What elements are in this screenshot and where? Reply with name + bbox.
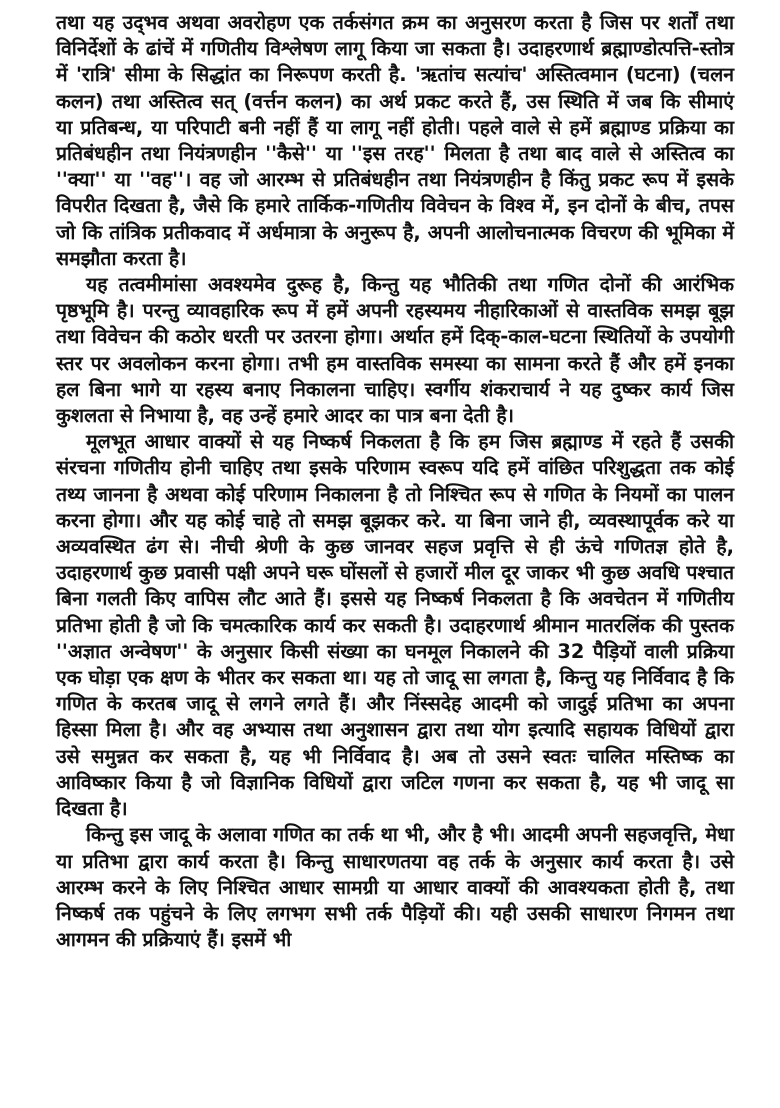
paragraph-1: तथा यह उद्‌भव अथवा अवरोहण एक तर्कसंगत क्रम का अनुसरण करता है जिस पर शर्तों तथा विनिर्देशों के ढांचें में गणितीय विश्लेषण लागू किया जा सकता है। उदाहरणार्थ ब्रह्माण्डोत्पत्ति-स्तोत्र में 'रात्रि' सीमा के सिद्धांत का निरूपण करती है. 'ऋतांच सत्यांच' अस्तित्वमान (घटना) (चलन कलन) तथा अस्तित्व सत्‌ (वर्त्तन कलन) का अर्थ प्रकट करते हैं, उस स्थिति में जब कि सीमाएं या प्रतिबन्ध, या परिपाटी बनी नहीं हैं या लागू नहीं होती। पहले वाले से हमें ब्रह्माण्ड प्रक्रिया का प्रतिबंधहीन तथा नियंत्रणहीन ''कैसे'' या ''इस तरह'' मिलता है तथा बाद वाले से अस्तित्व का ''क्या'' या ''वह''। वह जो आरम्भ से प्रतिबंधहीन तथा नियंत्रणहीन है किंतु प्रकट रूप में इसके विपरीत दिखता है, जैसे कि हमारे तार्किक-गणितीय विवेचन के विश्व में, इन दोनों के बीच, तपस जो कि तांत्रिक प्रतीकवाद में अर्धमात्रा के अनुरूप है, अपनी आलोचनात्मक विचरण की भूमिका में समझौता करता है। bbox=[56, 11, 734, 270]
paragraph-3: मूलभूत आधार वाक्यों से यह निष्कर्ष निकलता है कि हम जिस ब्रह्माण्ड में रहते हैं उसकी संरचना गणितीय होनी चाहिए तथा इसके परिणाम स्वरूप यदि हमें वांछित परिशुद्धता तक कोई तथ्य जानना है अथवा कोई परिणाम निकालना है तो निश्चित रूप से गणित के नियमों का पालन करना होगा। और यह कोई चाहे तो समझ बूझकर करे. या बिना जाने ही, व्यवस्थापूर्वक करे या अव्यवस्थित ढंग से। नीची श्रेणी के कुछ जानवर सहज प्रवृत्ति से ही ऊंचे गणितज्ञ होते है, उदाहरणार्थ कुछ प्रवासी पक्षी अपने घरू घोंसलों से हजारों मील दूर जाकर भी कुछ अवधि पश्चात बिना गलती किए वापिस लौट आते हैं। इससे यह निष्कर्ष निकलता है कि अवचेतन में गणितीय प्रतिभा होती है जो कि चमत्कारिक कार्य कर सकती है। उदाहरणार्थ श्रीमान मातरलिंक की पुस्तक ''अज्ञात अन्वेषण'' के अनुसार किसी संख्या का घनमूल निकालने की 32 पैड़ियों वाली प्रक्रिया एक घोड़ा एक क्षण के भीतर कर सकता था। यह तो जादू सा लगता है, किन्तु यह निर्विवाद है कि गणित के करतब जादू से लगने लगते हैं। और निंस्सदेह आदमी को जादुई प्रतिभा का अपना हिस्सा मिला है। और वह अभ्यास तथा अनुशासन द्वारा तथा योग इत्यादि सहायक विधियों द्वारा उसे समुन्नत कर सकता है, यह भी निर्विवाद है। अब तो उसने स्वतः चालित मस्तिष्क का आविष्कार किया है जो विज्ञानिक विधियों द्वारा जटिल गणना कर सकता है, यह भी जादू सा दिखता है। bbox=[56, 430, 734, 821]
paragraph-4: किन्तु इस जादू के अलावा गणित का तर्क था भी, और है भी। आदमी अपनी सहजवृत्ति, मेधा या प्रतिभा द्वारा कार्य करता है। किन्तु साधारणतया वह तर्क के अनुसार कार्य करता है। उसे आरम्भ करने के लिए निश्चित आधार सामग्री या आधार वाक्यों की आवश्यकता होती है, तथा निष्कर्ष तक पहुंचने के लिए लगभग सभी तर्क पैड़ियों की। यही उसकी साधारण निगमन तथा आगमन की प्रक्रियाएं हैं। इसमें भी bbox=[56, 823, 734, 952]
body-text bbox=[56, 10, 734, 953]
paragraph-2: यह तत्वमीमांसा अवश्यमेव दुरूह है, किन्तु यह भौतिकी तथा गणित दोनों की आरंभिक पृष्ठभूमि है। परन्तु व्यावहारिक रूप में हमें अपनी रहस्यमय नीहारिकाओं से वास्तविक समझ बूझ तथा विवेचन की कठोर धरती पर उतरना होगा। अर्थात हमें दिक्‌-काल-घटना स्थितियों के उपयोगी स्तर पर अवलोकन करना होगा। तभी हम वास्तविक समस्या का सामना करते हैं और हमें इनका हल बिना भागे या रहस्य बनाए निकालना चाहिए। स्वर्गीय शंकराचार्य ने यह दुष्कर कार्य जिस कुशलता से निभाया है, वह उन्हें हमारे आदर का पात्र बना देती है। bbox=[56, 273, 734, 428]
